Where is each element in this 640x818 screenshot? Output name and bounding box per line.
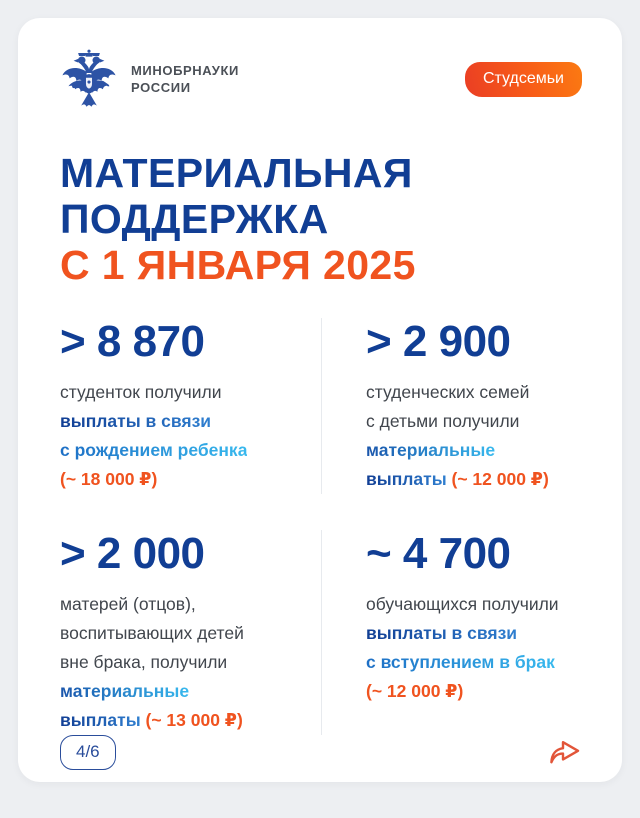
stat-text-segment: с вступлением в брак [366, 652, 555, 672]
stat-text-segment: материальные [366, 440, 496, 460]
stat-text-segment: с рождением ребенка [60, 440, 248, 460]
stat-line [366, 465, 582, 494]
footer [60, 735, 582, 770]
stat-line [60, 436, 307, 465]
stat-block [60, 530, 321, 735]
stat-line [366, 378, 582, 407]
ministry-name-line2: РОССИИ [131, 80, 191, 95]
stat-line [60, 706, 307, 735]
stat-line [60, 590, 307, 619]
stat-line [60, 407, 307, 436]
stat-text-segment: (~ 12 000 ₽) [446, 469, 549, 489]
stat-number: > 2 000 [60, 529, 205, 578]
stat-line [366, 619, 582, 648]
stat-text-segment: выплаты [366, 469, 447, 489]
page-indicator: 4/6 [60, 735, 116, 770]
stat-line [366, 436, 582, 465]
stat-line [60, 677, 307, 706]
infographic-card [18, 18, 622, 782]
stats-grid [60, 318, 582, 735]
title-line1: МАТЕРИАЛЬНАЯ [60, 150, 413, 196]
stat-line [60, 465, 307, 494]
share-arrow-icon [548, 738, 582, 768]
stat-text-segment: (~ 18 000 ₽) [60, 469, 158, 489]
stat-text-segment: студенческих семей [366, 382, 530, 402]
stat-line [60, 378, 307, 407]
stat-text-segment: обучающихся получили [366, 594, 559, 614]
ministry-name [131, 62, 239, 96]
topic-badge-studsemyi[interactable]: Студсемьи [465, 62, 582, 97]
stat-block [321, 530, 582, 735]
stat-text-segment: (~ 12 000 ₽) [366, 681, 464, 701]
stat-text-segment: с детьми получили [366, 411, 520, 431]
stat-line [366, 648, 582, 677]
share-button[interactable] [548, 738, 582, 768]
stat-block [321, 318, 582, 494]
stat-line [60, 619, 307, 648]
stat-text-segment: материальные [60, 681, 190, 701]
stat-number: > 8 870 [60, 317, 205, 366]
ministry-logo [60, 46, 239, 112]
stat-line [60, 648, 307, 677]
header [60, 46, 582, 112]
stat-text-segment: воспитывающих детей [60, 623, 244, 643]
stat-text-segment: выплаты в связи [366, 623, 518, 643]
stat-line [366, 590, 582, 619]
stat-text-segment: матерей (отцов), [60, 594, 196, 614]
stat-line [366, 407, 582, 436]
stat-text-segment: студенток получили [60, 382, 222, 402]
title-line2: ПОДДЕРЖКА [60, 196, 329, 242]
stat-number: ~ 4 700 [366, 529, 511, 578]
stat-line [366, 677, 582, 706]
stat-text-segment: выплаты в связи [60, 411, 212, 431]
stat-text-segment: (~ 13 000 ₽) [140, 710, 243, 730]
page-title [60, 150, 582, 288]
stat-text-segment: выплаты [60, 710, 141, 730]
ministry-name-line1: МИНОБРНАУКИ [131, 63, 239, 78]
stat-block [60, 318, 321, 494]
stat-number: > 2 900 [366, 317, 511, 366]
double-headed-eagle-emblem-icon [60, 46, 118, 112]
stat-text-segment: вне брака, получили [60, 652, 228, 672]
title-line3: С 1 ЯНВАРЯ 2025 [60, 242, 416, 288]
